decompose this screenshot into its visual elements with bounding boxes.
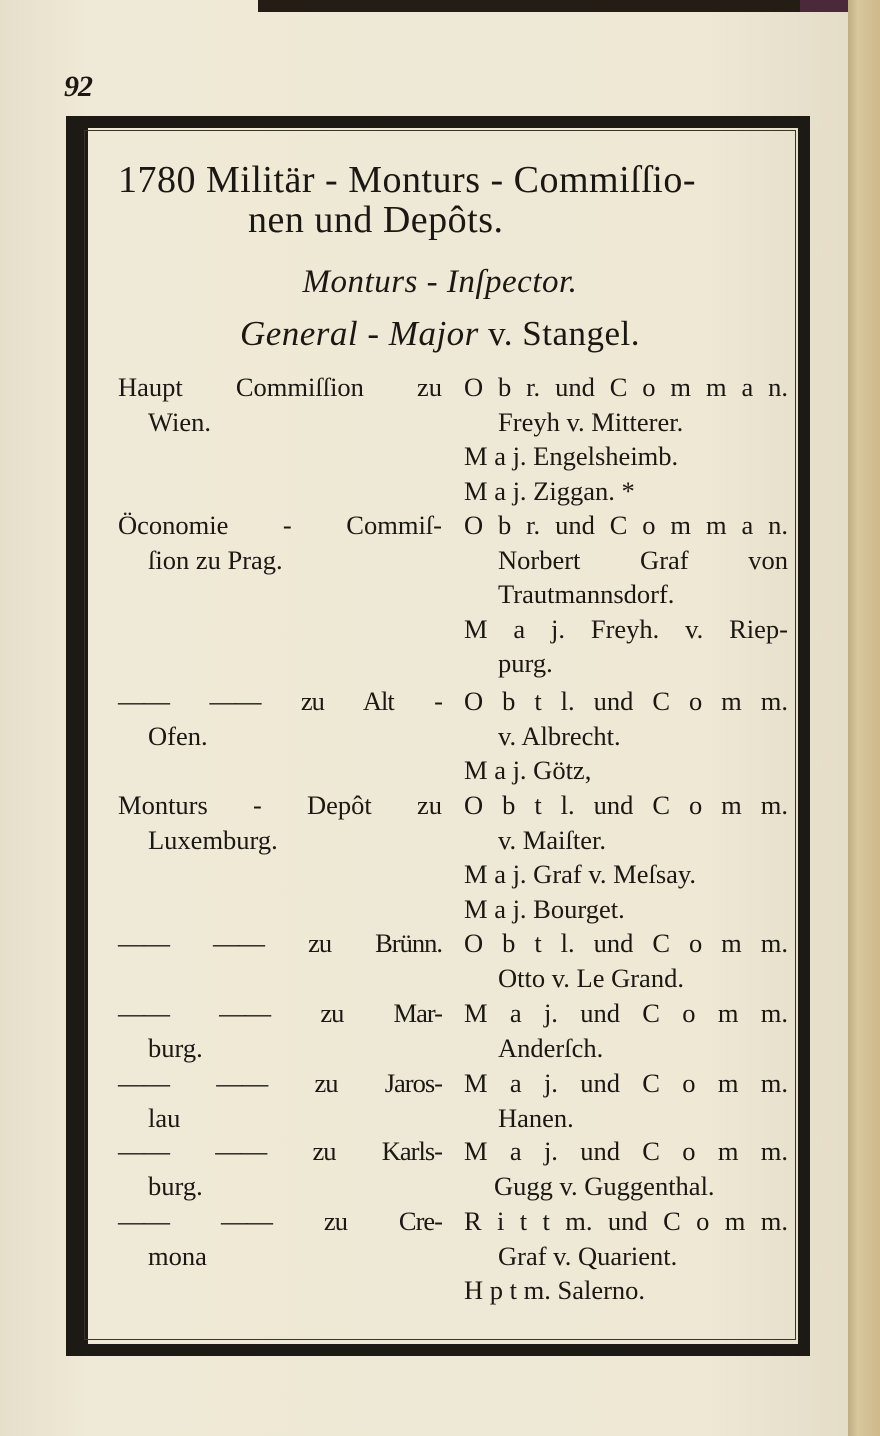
officer-line: Hanen. bbox=[498, 1102, 574, 1133]
entry-location bbox=[118, 788, 442, 857]
entry-officers bbox=[464, 788, 788, 926]
officer-line: M a j. Götz, bbox=[464, 755, 592, 785]
officer-line: M a j. Freyh. v. Riep- bbox=[464, 613, 788, 644]
officer-line: O b r. und C o m m a n. bbox=[464, 372, 788, 402]
entry-location bbox=[118, 370, 442, 439]
location-line: —— —— zu Cre- bbox=[118, 1206, 442, 1236]
subtitle-rank: General - Major bbox=[239, 314, 479, 353]
location-line: mona bbox=[148, 1240, 207, 1271]
location-line: —— —— zu Brünn. bbox=[118, 928, 442, 958]
location-line: —— —— zu Jaros- bbox=[118, 1068, 442, 1098]
officer-line: M a j. Graf v. Meſsay. bbox=[464, 859, 697, 889]
title-line-1: 1780 Militär - Monturs - Commiſſio- bbox=[118, 159, 696, 201]
subtitle-inspector: Monturs - Inſpector. bbox=[302, 264, 578, 300]
entry-location bbox=[118, 996, 442, 1065]
page-edge bbox=[848, 0, 880, 1436]
officer-line: O b t l. und C o m m. bbox=[464, 790, 788, 820]
top-shadow bbox=[258, 0, 800, 12]
subtitle-general bbox=[90, 314, 790, 354]
officer-line: M a j. und C o m m. bbox=[464, 1068, 788, 1098]
entry-location bbox=[118, 508, 442, 577]
officer-line: H p t m. Salerno. bbox=[464, 1275, 646, 1305]
location-line: —— —— zu Alt - bbox=[118, 686, 442, 716]
officer-line: O b t l. und C o m m. bbox=[464, 686, 788, 716]
officer-line: O b r. und C o m m a n. bbox=[464, 510, 788, 540]
subtitle-name: v. Stangel. bbox=[478, 314, 641, 353]
officer-line: Norbert Graf von bbox=[498, 544, 788, 575]
officer-line: Anderſch. bbox=[498, 1032, 604, 1063]
officer-line: Freyh v. Mitterer. bbox=[498, 406, 684, 437]
location-line: Ofen. bbox=[148, 720, 208, 751]
page-number: 92 bbox=[64, 70, 92, 103]
officer-line: M a j. Engelsheimb. bbox=[464, 441, 679, 471]
location-line: ſion zu Prag. bbox=[148, 544, 283, 575]
officer-line: Gugg v. Guggenthal. bbox=[494, 1170, 715, 1201]
entry-officers bbox=[464, 684, 788, 788]
officer-line: Trautmannsdorf. bbox=[498, 579, 675, 609]
location-line: —— —— zu Mar- bbox=[118, 998, 442, 1028]
officer-line: M a j. Ziggan. * bbox=[464, 475, 635, 506]
location-line: Öconomie - Commiſ- bbox=[118, 510, 442, 540]
location-line: burg. bbox=[148, 1170, 203, 1201]
entry-officers bbox=[464, 508, 788, 681]
page-title bbox=[118, 160, 798, 240]
officer-line: M a j. Bourget. bbox=[464, 893, 625, 924]
entry-officers bbox=[464, 926, 788, 995]
entry-location bbox=[118, 1204, 442, 1273]
location-line: burg. bbox=[148, 1032, 203, 1063]
location-line: Wien. bbox=[148, 406, 211, 437]
location-line: Luxemburg. bbox=[148, 824, 278, 855]
entry-officers bbox=[464, 370, 788, 508]
entry-officers bbox=[464, 996, 788, 1065]
officer-line: R i t t m. und C o m m. bbox=[464, 1206, 788, 1236]
location-line: lau bbox=[148, 1102, 181, 1133]
location-line: —— —— zu Karls- bbox=[118, 1136, 442, 1166]
officer-line: Graf v. Quarient. bbox=[498, 1240, 678, 1271]
entry-officers bbox=[464, 1066, 788, 1135]
entry-officers bbox=[464, 1204, 788, 1308]
officer-line: M a j. und C o m m. bbox=[464, 998, 788, 1028]
entry-location bbox=[118, 926, 442, 961]
title-line-2: nen und Depôts. bbox=[248, 199, 504, 241]
location-line: Monturs - Depôt zu bbox=[118, 790, 442, 820]
top-shadow-right bbox=[800, 0, 848, 12]
entry-officers bbox=[464, 1134, 788, 1203]
officer-line: Otto v. Le Grand. bbox=[498, 962, 684, 993]
officer-line: v. Maiſter. bbox=[498, 824, 606, 855]
entry-location bbox=[118, 684, 442, 753]
location-line: Haupt Commiſſion zu bbox=[118, 372, 442, 402]
officer-line: M a j. und C o m m. bbox=[464, 1136, 788, 1166]
officer-line: purg. bbox=[498, 648, 553, 678]
officer-line: O b t l. und C o m m. bbox=[464, 928, 788, 958]
entry-location bbox=[118, 1134, 442, 1203]
entry-location bbox=[118, 1066, 442, 1135]
officer-line: v. Albrecht. bbox=[498, 720, 621, 751]
